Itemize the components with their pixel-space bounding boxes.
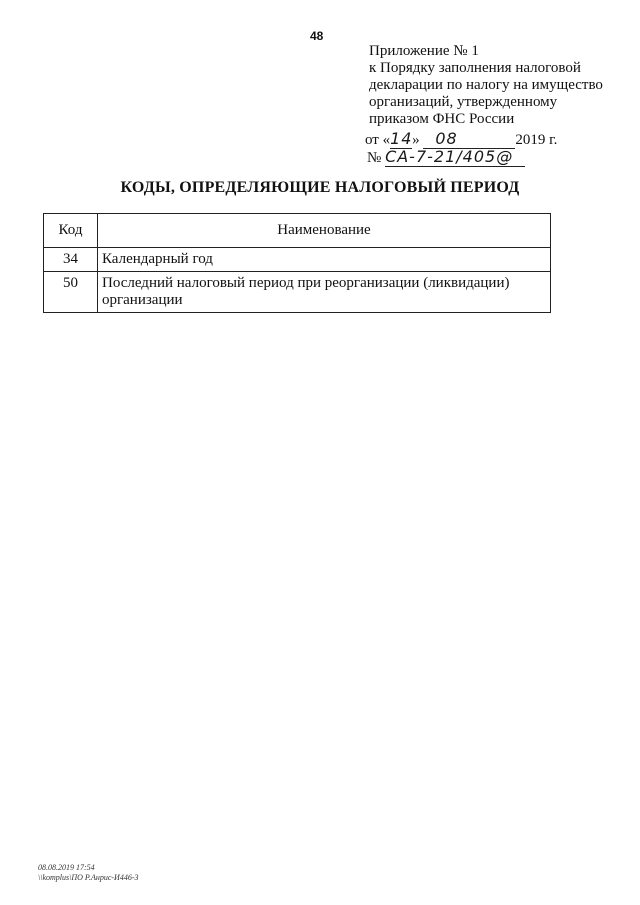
print-footer — [38, 863, 138, 883]
row-code: 50 — [44, 272, 98, 313]
document-heading: КОДЫ, ОПРЕДЕЛЯЮЩИЕ НАЛОГОВЫЙ ПЕРИОД — [120, 179, 520, 196]
date-prefix: от « — [365, 132, 391, 148]
appendix-line: к Порядку заполнения налоговой — [369, 60, 581, 76]
date-mid: » — [412, 132, 420, 148]
table-header-row — [44, 214, 551, 248]
appendix-line: приказом ФНС России — [369, 111, 515, 127]
row-name: Календарный год — [98, 248, 551, 272]
codes-table — [43, 213, 551, 313]
table-row — [44, 272, 551, 313]
page-number: 48 — [310, 29, 324, 43]
date-day-handwritten: 14 — [390, 129, 413, 148]
order-number-handwritten: СА-7-21/405@ — [385, 147, 525, 167]
footer-path: \\komplus\ПО Р.Анрис-И446-3 — [38, 873, 139, 882]
appendix-line: организаций, утвержденному — [369, 94, 558, 110]
row-name: Последний налоговый период при реорганизации (ликвидации) организации — [98, 272, 551, 313]
date-year: 2019 г. — [515, 132, 558, 148]
table-row — [44, 248, 551, 272]
column-header-name: Наименование — [98, 214, 551, 248]
footer-timestamp: 08.08.2019 17:54 — [38, 863, 95, 872]
date-month-handwritten: 08 — [423, 129, 515, 149]
number-prefix: № — [367, 150, 382, 166]
appendix-block — [369, 43, 603, 128]
appendix-title: Приложение № 1 — [369, 43, 479, 59]
order-date-line — [365, 129, 557, 149]
order-number-line — [367, 147, 525, 167]
appendix-line: декларации по налогу на имущество — [369, 77, 603, 93]
row-code: 34 — [44, 248, 98, 272]
column-header-code: Код — [44, 214, 98, 248]
